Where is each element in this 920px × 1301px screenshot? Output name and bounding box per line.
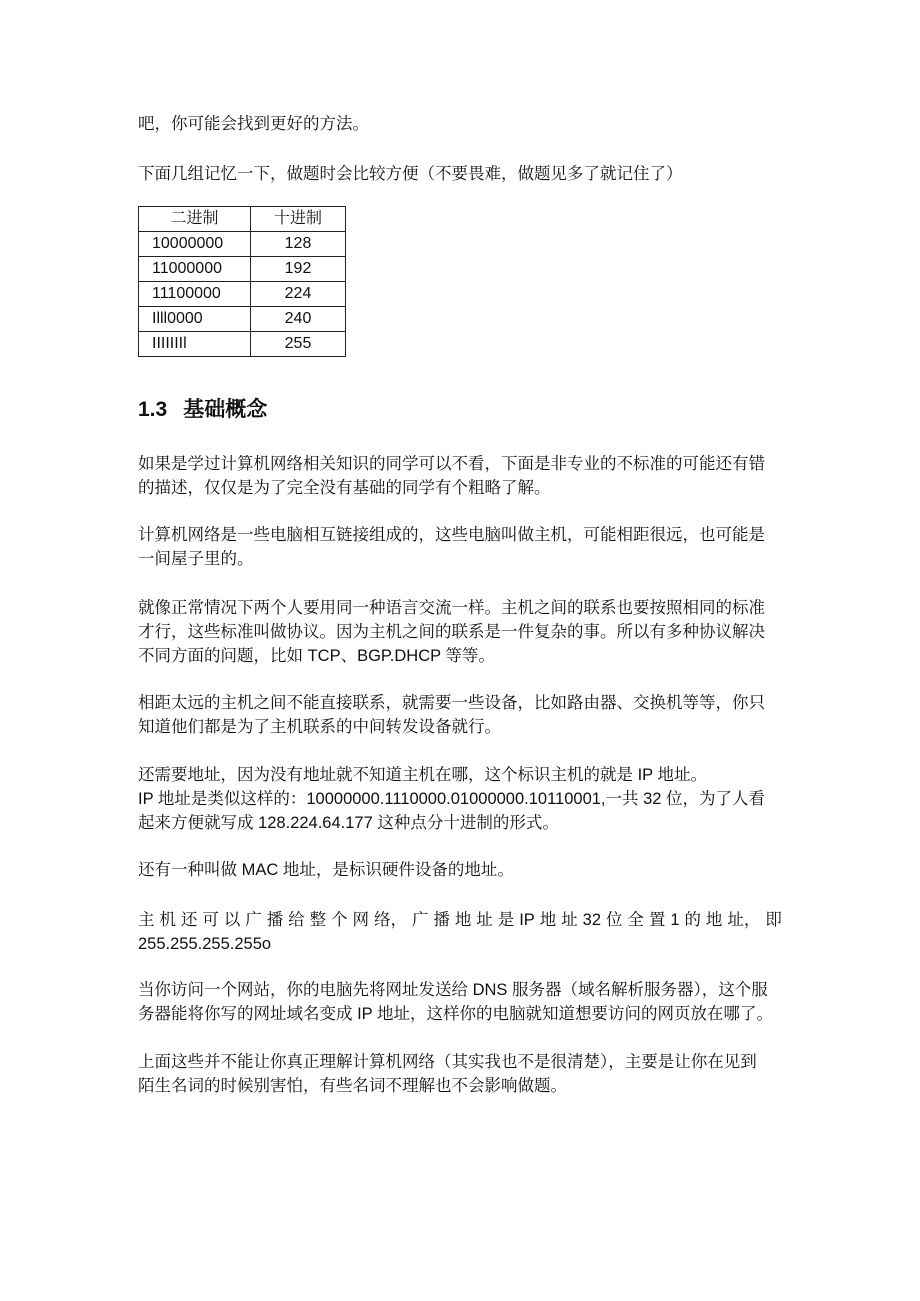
table-row <box>139 307 346 332</box>
section-number: 1.3 <box>138 398 168 421</box>
justified-word: 播 <box>266 911 284 929</box>
paragraph-line: 陌生名词的时候别害怕，有些名词不理解也不会影响做题。 <box>138 1077 567 1095</box>
paragraph-line: 还有一种叫做 MAC 地址，是标识硬件设备的地址。 <box>138 861 514 879</box>
table-row <box>139 282 346 307</box>
paragraph-line: 255.255.255.255o <box>138 935 272 953</box>
paragraph-1 <box>138 452 788 500</box>
paragraph-8 <box>138 978 788 1026</box>
justified-word: 机 <box>159 911 176 929</box>
justified-word: 络， <box>373 911 407 929</box>
justified-word: 址 <box>476 911 493 929</box>
paragraph-line: 起来方便就写成 128.224.64.177 这种点分十进制的形式。 <box>138 814 559 832</box>
table-header-row <box>139 207 346 232</box>
justified-word: 位 <box>605 911 623 929</box>
paragraph-line: 计算机网络是一些电脑相互链接组成的，这些电脑叫做主机，可能相距很远，也可能是 <box>138 526 765 544</box>
justified-word: 个 <box>331 911 348 929</box>
section-title: 基础概念 <box>183 398 268 421</box>
justified-line <box>138 908 782 932</box>
binary-decimal-table <box>138 206 346 357</box>
paragraph-4 <box>138 691 788 739</box>
paragraph-line: 一间屋子里的。 <box>138 550 254 568</box>
justified-word: 整 <box>309 911 327 929</box>
justified-word: 的 <box>684 911 701 929</box>
paragraph-line: 当你访问一个网站，你的电脑先将网址发送给 DNS 服务器（域名解析服务器），这个服 <box>138 981 768 999</box>
binary-cell: IIIIIIIl <box>139 332 251 357</box>
justified-word: 给 <box>288 911 305 929</box>
decimal-cell: 255 <box>251 332 346 357</box>
paragraph-line: 就像正常情况下两个人要用同一种语言交流一样。主机之间的联系也要按照相同的标准 <box>138 599 765 617</box>
justified-word: 全 <box>627 911 644 929</box>
paragraph-line: 才行，这些标准叫做协议。因为主机之间的联系是一件复杂的事。所以有多种协议解决 <box>138 623 765 641</box>
justified-word: 1 <box>670 911 680 929</box>
binary-cell: 11000000 <box>139 257 251 282</box>
justified-word: 主 <box>138 911 155 929</box>
table-row <box>139 257 346 282</box>
decimal-cell: 128 <box>251 232 346 257</box>
justified-word: 址， <box>727 911 761 929</box>
binary-cell: Illl0000 <box>139 307 251 332</box>
justified-word: 可 <box>202 911 219 929</box>
justified-word: 地 <box>705 911 723 929</box>
justified-word: 广 <box>411 911 429 929</box>
justified-word: 地 <box>539 911 557 929</box>
paragraph-6 <box>138 858 788 882</box>
table-row <box>139 332 346 357</box>
intro-line-2: 下面几组记忆一下，做题时会比较方便（不要畏难，做题见多了就记住了） <box>138 165 683 183</box>
paragraph-7 <box>138 908 788 956</box>
paragraph-5 <box>138 763 788 835</box>
justified-word: 还 <box>180 911 198 929</box>
justified-word: 网 <box>352 911 370 929</box>
binary-cell: 10000000 <box>139 232 251 257</box>
justified-word: 播 <box>433 911 450 929</box>
justified-word: 是 <box>497 911 515 929</box>
decimal-cell: 224 <box>251 282 346 307</box>
binary-cell: 11100000 <box>139 282 251 307</box>
paragraph-line: 相距太远的主机之间不能直接联系，就需要一些设备，比如路由器、交换机等等，你只 <box>138 694 765 712</box>
section-heading <box>138 396 267 424</box>
paragraph-line: 不同方面的问题，比如 TCP、BGP.DHCP 等等。 <box>138 647 495 665</box>
justified-word: 以 <box>223 911 241 929</box>
paragraph-line: 务器能将你写的网址域名变成 IP 地址，这样你的电脑就知道想要访问的网页放在哪了。 <box>138 1005 773 1023</box>
justified-word: 地 <box>454 911 472 929</box>
paragraph-line: 的描述，仅仅是为了完全没有基础的同学有个粗略了解。 <box>138 479 551 497</box>
decimal-cell: 192 <box>251 257 346 282</box>
paragraph-line: 知道他们都是为了主机联系的中间转发设备就行。 <box>138 718 501 736</box>
intro-line-1: 吧，你可能会找到更好的方法。 <box>138 115 369 133</box>
paragraph-line: 如果是学过计算机网络相关知识的同学可以不看，下面是非专业的不标准的可能还有错 <box>138 455 765 473</box>
justified-word: 置 <box>648 911 666 929</box>
table-row <box>139 232 346 257</box>
justified-word: IP <box>519 911 535 929</box>
paragraph-2 <box>138 523 788 571</box>
justified-word: 址 <box>561 911 578 929</box>
justified-word: 即 <box>765 911 782 929</box>
paragraph-line: 还需要地址，因为没有地址就不知道主机在哪，这个标识主机的就是 IP 地址。 <box>138 766 707 784</box>
paragraph-line: 上面这些并不能让你真正理解计算机网络（其实我也不是很清楚），主要是让你在见到 <box>138 1053 757 1071</box>
paragraph-9 <box>138 1050 788 1098</box>
justified-word: 广 <box>245 911 262 929</box>
header-decimal: 十进制 <box>251 207 346 232</box>
decimal-cell: 240 <box>251 307 346 332</box>
paragraph-line: IP 地址是类似这样的：10000000.1110000.01000000.10110001,一共 32 位，为了人看 <box>138 790 766 808</box>
paragraph-3 <box>138 596 788 668</box>
justified-word: 32 <box>582 911 602 929</box>
header-binary: 二进制 <box>139 207 251 232</box>
